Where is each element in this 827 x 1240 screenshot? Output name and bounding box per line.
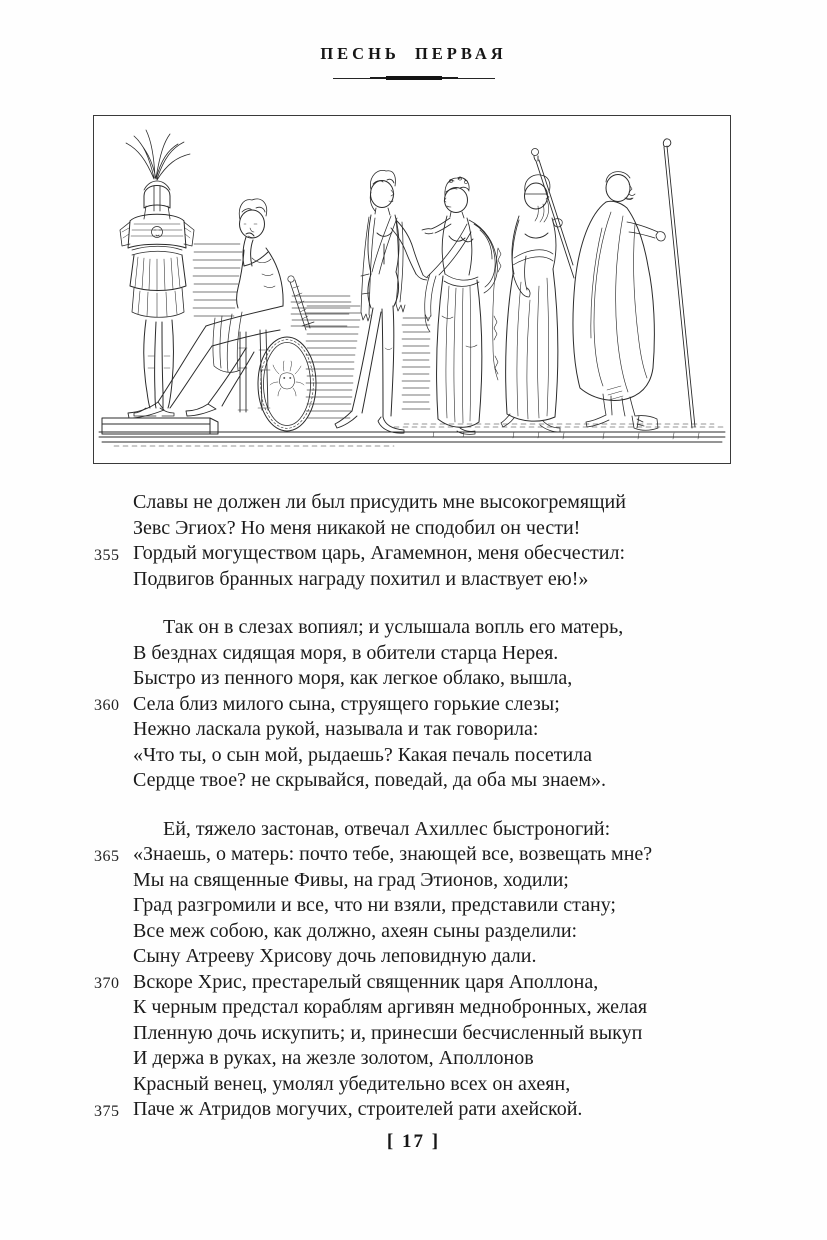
line-number: 360 <box>94 697 120 714</box>
page-title: ПЕСНЬ ПЕРВАЯ <box>320 44 507 63</box>
line-text: «Что ты, о сын мой, рыдаешь? Какая печаль посетила <box>133 743 593 766</box>
verse-line <box>0 944 827 970</box>
line-text: К черным предстал кораблям аргивян меднобронных, желая <box>133 996 648 1018</box>
verse-line <box>0 567 827 593</box>
line-number: 365 <box>94 847 120 865</box>
verse-line <box>0 743 827 769</box>
verse-line <box>0 1072 827 1098</box>
line-text: Ей, тяжело застонав, отвечал Ахиллес быстроногий: <box>163 817 611 840</box>
line-text: Села близ милого сына, струящего горькие слезы; <box>133 692 560 715</box>
line-number: 370 <box>94 975 120 992</box>
engraving-briseis-led-away <box>94 116 730 463</box>
verse-line <box>0 842 827 868</box>
line-text: Славы не должен ли был присудить мне высокогремящий <box>133 491 626 513</box>
line-text: Сердце твое? не скрывайся, поведай, да оба мы знаем». <box>133 769 607 791</box>
verse-line <box>0 1046 827 1072</box>
line-number: 355 <box>94 546 120 564</box>
verse-line <box>0 692 827 718</box>
line-text: Мы на священные Фивы, на град Этионов, ходили; <box>133 868 569 891</box>
stanza <box>0 615 827 794</box>
verse-line <box>0 717 827 743</box>
line-text: Подвигов бранных награду похитил и властвует ею!» <box>133 567 589 590</box>
verse-line <box>0 516 827 542</box>
line-text: Зевс Эгиох? Но меня никакой не сподобил он чести! <box>133 516 581 539</box>
line-text: Быстро из пенного моря, как легкое облако, вышла, <box>133 667 573 689</box>
verse-line <box>0 1021 827 1047</box>
verse-line <box>0 666 827 692</box>
line-text: Вскоре Хрис, престарелый священник царя Аполлона, <box>133 970 599 993</box>
verse-line <box>0 641 827 667</box>
verse-line <box>0 995 827 1021</box>
verse-line <box>0 893 827 919</box>
verse-line <box>0 1097 827 1123</box>
line-text: Красный венец, умолял убедительно всех он ахеян, <box>133 1072 571 1095</box>
line-text: Град разгромили и все, что ни взяли, представили стану; <box>133 894 616 916</box>
verse-line <box>0 541 827 567</box>
verse-line <box>0 768 827 794</box>
poem <box>0 490 827 1123</box>
line-text: Все меж собою, как должно, ахеян сыны разделили: <box>133 919 578 942</box>
verse-line <box>0 817 827 843</box>
line-text: В безднах сидящая моря, в обители старца Нерея. <box>133 641 559 664</box>
line-text: И держа в руках, на жезле золотом, Аполлонов <box>133 1047 534 1069</box>
stanza <box>0 490 827 592</box>
line-text: Сыну Атрееву Хрисову дочь леповидную дали. <box>133 945 537 967</box>
verse-line <box>0 970 827 996</box>
stanza <box>0 817 827 1123</box>
verse-line <box>0 919 827 945</box>
line-text: Гордый могуществом царь, Агамемнон, меня обесчестил: <box>133 542 626 564</box>
line-number: 375 <box>94 1102 120 1120</box>
line-text: Нежно ласкала рукой, называла и так говорила: <box>133 718 539 740</box>
line-text: Паче ж Атридов могучих, строителей рати ахейской. <box>133 1098 583 1120</box>
page-number: [ 17 ] <box>386 1131 441 1152</box>
line-text: Так он в слезах вопиял; и услышала вопль его матерь, <box>163 616 624 638</box>
illustration <box>93 115 731 464</box>
verse-line <box>0 490 827 516</box>
verse-line <box>0 615 827 641</box>
verse-line <box>0 868 827 894</box>
header-ornament-rule <box>333 74 495 82</box>
line-text: «Знаешь, о матерь: почто тебе, знающей все, возвещать мне? <box>133 843 653 865</box>
line-text: Пленную дочь искупить; и, принесши бесчисленный выкуп <box>133 1021 643 1044</box>
